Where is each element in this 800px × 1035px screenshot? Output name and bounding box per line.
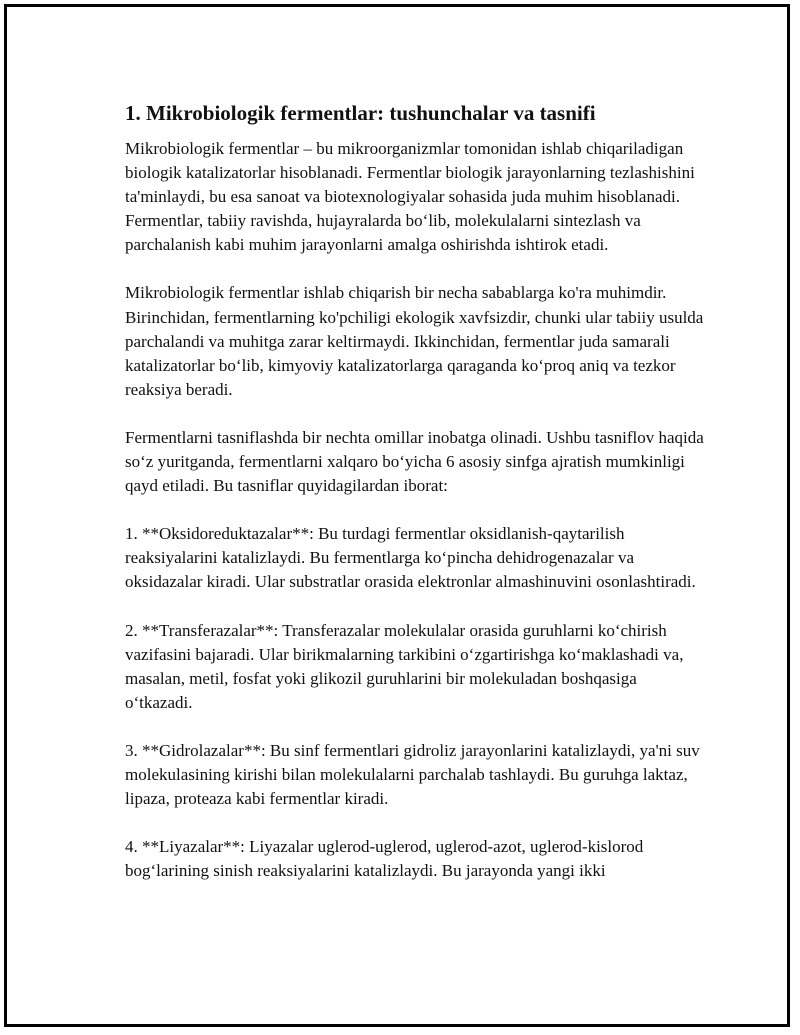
paragraph-classification: Fermentlarni tasniflashda bir nechta omillar inobatga olinadi. Ushbu tasniflov haqida so‘z yuritganda, fermentlarni xalqaro bo‘yicha 6 asosiy sinfga ajratish mumkinligi qayd etiladi. Bu tasniflar quyidagilardan iborat: [125, 427, 704, 496]
paragraph-importance: Mikrobiologik fermentlar ishlab chiqarish bir necha sabablarga ko'ra muhimdir. Birinchidan, fermentlarning ko'pchiligi ekologik xavfsizdir, chunki ular tabiiy usulda parchalandi va muhitga zarar keltirmaydi. Ikkinchidan, fermentlar juda samarali katalizatorlar bo‘lib, kimyoviy katalizatorlarga qaraganda ko‘proq aniq va tezkor reaksiya beradi. [125, 283, 704, 399]
document-body [125, 99, 705, 907]
list-item-lyases: 4. **Liyazalar**: Liyazalar uglerod-uglerod, uglerod-azot, uglerod-kislorod bog‘larining sinish reaksiyalarini katalizlaydi. Bu jarayonda yangi ikki [125, 837, 644, 881]
list-item-transferases: 2. **Transferazalar**: Transferazalar molekulalar orasida guruhlarni ko‘chirish vazifasini bajaradi. Ular birikmalarning tarkibini o‘zgartirishga ko‘maklashadi va, masalan, metil, fosfat yoki glikozil guruhlarini bir molekuladan boshqasiga o‘tkazadi. [125, 620, 684, 712]
list-item-oxidoreductases: 1. **Oksidoreduktazalar**: Bu turdagi fermentlar oksidlanish-qaytarilish reaksiyalarini katalizlaydi. Bu fermentlarga ko‘pincha dehidrogenazalar va oksidazalar kiradi. Ular substratlar orasida elektronlar almashinuvini osonlashtiradi. [125, 524, 696, 592]
page-frame [4, 4, 790, 1027]
list-item-hydrolases: 3. **Gidrolazalar**: Bu sinf fermentlari gidroliz jarayonlarini katalizlaydi, ya'ni suv molekulasining kirishi bilan molekulalarni parchalab tashlaydi. Bu guruhga laktaz, lipaza, proteaza kabi fermentlar kiradi. [125, 740, 700, 809]
section-title: 1. Mikrobiologik fermentlar: tushunchalar va tasnifi [125, 101, 596, 125]
paragraph-intro: Mikrobiologik fermentlar – bu mikroorganizmlar tomonidan ishlab chiqariladigan biologik katalizatorlar hisoblanadi. Fermentlar biologik jarayonlarning tezlashishini ta'minlaydi, bu esa sanoat va biotexnologiyalar sohasida juda muhim hisoblanadi. Fermentlar, tabiiy ravishda, hujayralarda bo‘lib, molekulalarni sintezlash va parchalanish kabi muhim jarayonlarni amalga oshirishda ishtirok etadi. [125, 139, 695, 255]
